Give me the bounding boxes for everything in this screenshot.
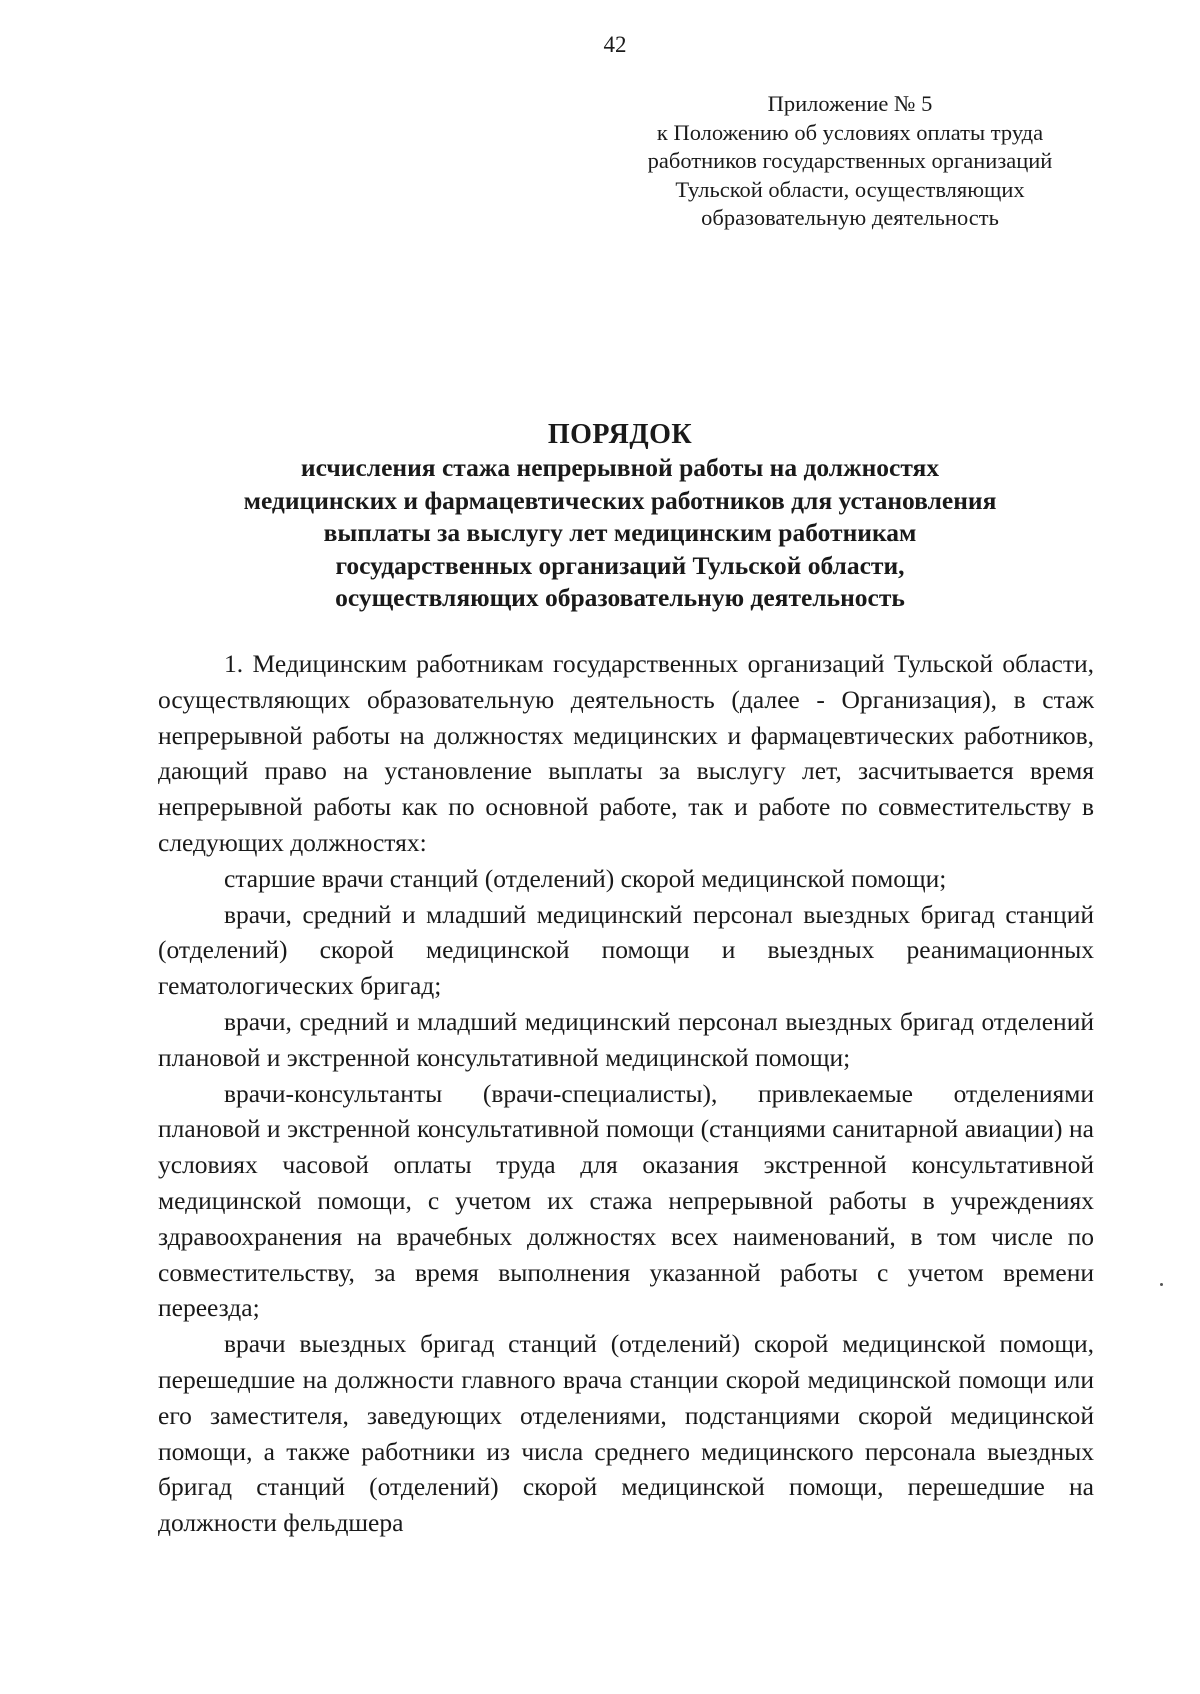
document-body	[158, 646, 1094, 1541]
document-title	[160, 418, 1080, 615]
body-paragraph: врачи-консультанты (врачи-специалисты), привлекаемые отделениями плановой и экстренной консультативной помощи (станциями санитарной авиации) на условиях часовой оплаты труда для оказания экстренной консультативной медицинской помощи, с учетом их стажа непрерывной работы в учреждениях здравоохранения на врачебных должностях всех наименований, в том числе по совместительству, за время выполнения указанной работы с учетом времени переезда;	[158, 1078, 1094, 1323]
appendix-line: работников государственных организаций	[647, 148, 1053, 173]
title-line: исчисления стажа непрерывной работы на должностях	[300, 453, 940, 482]
appendix-line: к Положению об условиях оплаты труда	[656, 119, 1044, 145]
body-paragraph: старшие врачи станций (отделений) скорой медицинской помощи;	[224, 863, 947, 893]
scan-artifact	[1160, 1283, 1163, 1286]
title-heading: ПОРЯДОК	[547, 419, 693, 450]
appendix-header	[620, 90, 1080, 233]
title-line: государственных организаций Тульской области,	[335, 550, 905, 580]
body-paragraph: врачи выездных бригад станций (отделений) скорой медицинской помощи, перешедшие на должности главного врача станции скорой медицинской помощи или его заместителя, заведующих отделениями, подстанциями скорой медицинской помощи, а также работники из числа среднего медицинского персонала выездных бригад станций (отделений) скорой медицинской помощи, перешедшие на должности фельдшера	[158, 1329, 1094, 1538]
title-line: медицинских и фармацевтических работников для установления	[243, 485, 997, 515]
appendix-line: Тульской области, осуществляющих	[675, 176, 1025, 202]
page-number: 42	[603, 32, 627, 57]
body-paragraph: врачи, средний и младший медицинский персонал выездных бригад станций (отделений) скорой медицинской помощи и выездных реанимационных гематологических бригад;	[158, 899, 1094, 1001]
appendix-line: образовательную деятельность	[701, 205, 999, 230]
body-paragraph: 1. Медицинским работникам государственных организаций Тульской области, осуществляющих образовательную деятельность (далее - Организация), в стаж непрерывной работы на должностях медицинских и фармацевтических работников, дающий право на установление выплаты за выслугу лет, засчитывается время непрерывной работы как по основной работе, так и работе по совместительству в следующих должностях:	[158, 649, 1094, 857]
title-line: осуществляющих образовательную деятельность	[335, 583, 905, 612]
appendix-line: Приложение № 5	[767, 91, 933, 116]
body-paragraph: врачи, средний и младший медицинский персонал выездных бригад отделений плановой и экстренной консультативной медицинской помощи;	[158, 1006, 1094, 1072]
title-line: выплаты за выслугу лет медицинским работникам	[323, 518, 917, 547]
